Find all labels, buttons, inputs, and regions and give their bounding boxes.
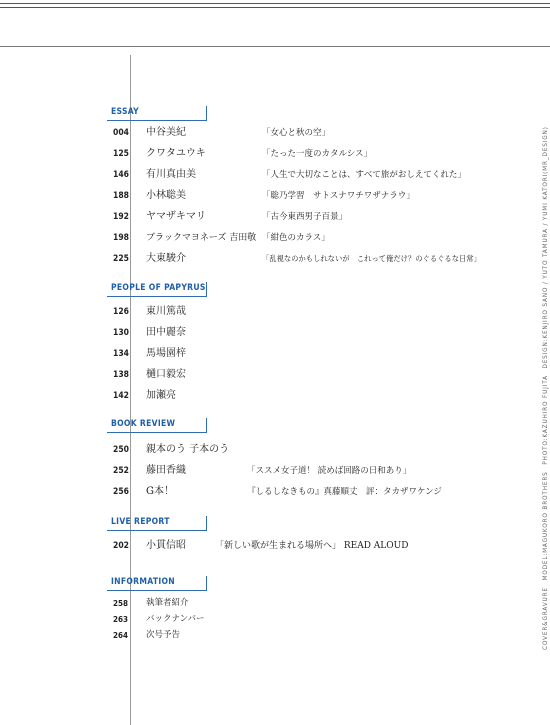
page-number: 126: [113, 307, 129, 317]
credits-text: COVER&GRAVURE MODEL:MAGUKORO BROTHERS PHOTO:KAZUHIRO FUJITA DESIGN:KENJIRO SANO / YUTO TAMURA / YUMI KATORI(MR_DESIGN): [543, 126, 549, 650]
article-title: 「紺色のカラス」: [262, 233, 330, 243]
section-title: ESSAY: [111, 107, 140, 117]
author-name: 小貫信昭: [146, 540, 186, 551]
article-title: 「人生で大切なことは、すべて旅がおしえてくれた」: [262, 170, 466, 180]
author-name: ブラックマヨネーズ 吉田敬: [146, 233, 257, 243]
author-name: 中谷美紀: [146, 127, 186, 138]
author-name: 次号予告: [146, 630, 181, 640]
page-number: 263: [113, 615, 129, 624]
page-number: 192: [113, 212, 129, 222]
author-name: 田中麗奈: [146, 327, 186, 338]
author-name: 藤田香織: [146, 465, 186, 476]
page-number: 225: [113, 254, 129, 264]
section-title: BOOK REVIEW: [111, 419, 176, 429]
page-number: 188: [113, 191, 129, 201]
author-name: 樋口毅宏: [146, 369, 186, 380]
section-header: [107, 516, 207, 531]
section-header: [107, 282, 207, 297]
article-title: 『しるしなきもの』真藤順丈 評：タカザワケンジ: [247, 487, 442, 497]
article-title: 「女心と秋の空」: [262, 128, 331, 138]
author-name: 有川真由美: [146, 169, 196, 180]
section-information: [107, 576, 207, 640]
page-number: 134: [113, 349, 129, 359]
section-header: [107, 418, 207, 433]
page-number: 146: [113, 170, 129, 180]
top-rule-2: [0, 7, 550, 8]
section-book-review: [107, 418, 442, 497]
author-name: 執筆者紹介: [146, 598, 189, 608]
page-number: 252: [113, 466, 129, 476]
page-number: 264: [113, 631, 129, 640]
section-title: LIVE REPORT: [111, 517, 170, 527]
page-number: 142: [113, 391, 129, 401]
article-title: 「ススメ女子道！ 読めば回路の日和あり」: [247, 466, 412, 476]
author-name: 馬場園梓: [146, 348, 186, 359]
article-title: 「乱視なのかもしれないが これって俺だけ？のぐるぐるな日常」: [262, 254, 481, 263]
page-number: 256: [113, 487, 129, 497]
page-number: 202: [113, 541, 129, 551]
section-people-of-papyrus: [107, 282, 207, 401]
article-title: 「聡乃学習 サトスナワチワザナラウ」: [262, 191, 415, 201]
author-name: 小林聡美: [146, 190, 186, 201]
header-rule: [0, 46, 550, 47]
article-title: 「古今東西男子百景」: [262, 212, 348, 222]
author-name: 東川篤哉: [146, 306, 186, 317]
author-name: 親本のう 子本のう: [146, 444, 230, 455]
author-name: 加瀬亮: [146, 390, 176, 401]
page-number: 004: [113, 128, 129, 138]
article-title: 「新しい歌が生まれる場所へ」 READ ALOUD: [215, 541, 409, 551]
page-number: 125: [113, 149, 129, 159]
page-number: 130: [113, 328, 129, 338]
vertical-credits: [538, 90, 550, 650]
page-number: 198: [113, 233, 129, 243]
page-number: 258: [113, 599, 129, 608]
page-number: 250: [113, 445, 129, 455]
section-title: INFORMATION: [111, 577, 175, 587]
section-essay: [107, 106, 481, 264]
page-number: 138: [113, 370, 129, 380]
top-rule-1: [0, 3, 550, 4]
author-name: G本！: [146, 486, 174, 497]
author-name: ヤマザキマリ: [146, 211, 206, 222]
author-name: クワタユウキ: [146, 148, 206, 159]
section-title: PEOPLE OF PAPYRUS: [111, 283, 206, 293]
section-header: [107, 106, 207, 121]
section-header: [107, 576, 207, 591]
author-name: 大東駿介: [146, 253, 186, 264]
article-title: 「たった一度のカタルシス」: [262, 149, 373, 159]
author-name: バックナンバー: [146, 614, 205, 624]
section-live-report: [107, 516, 409, 551]
